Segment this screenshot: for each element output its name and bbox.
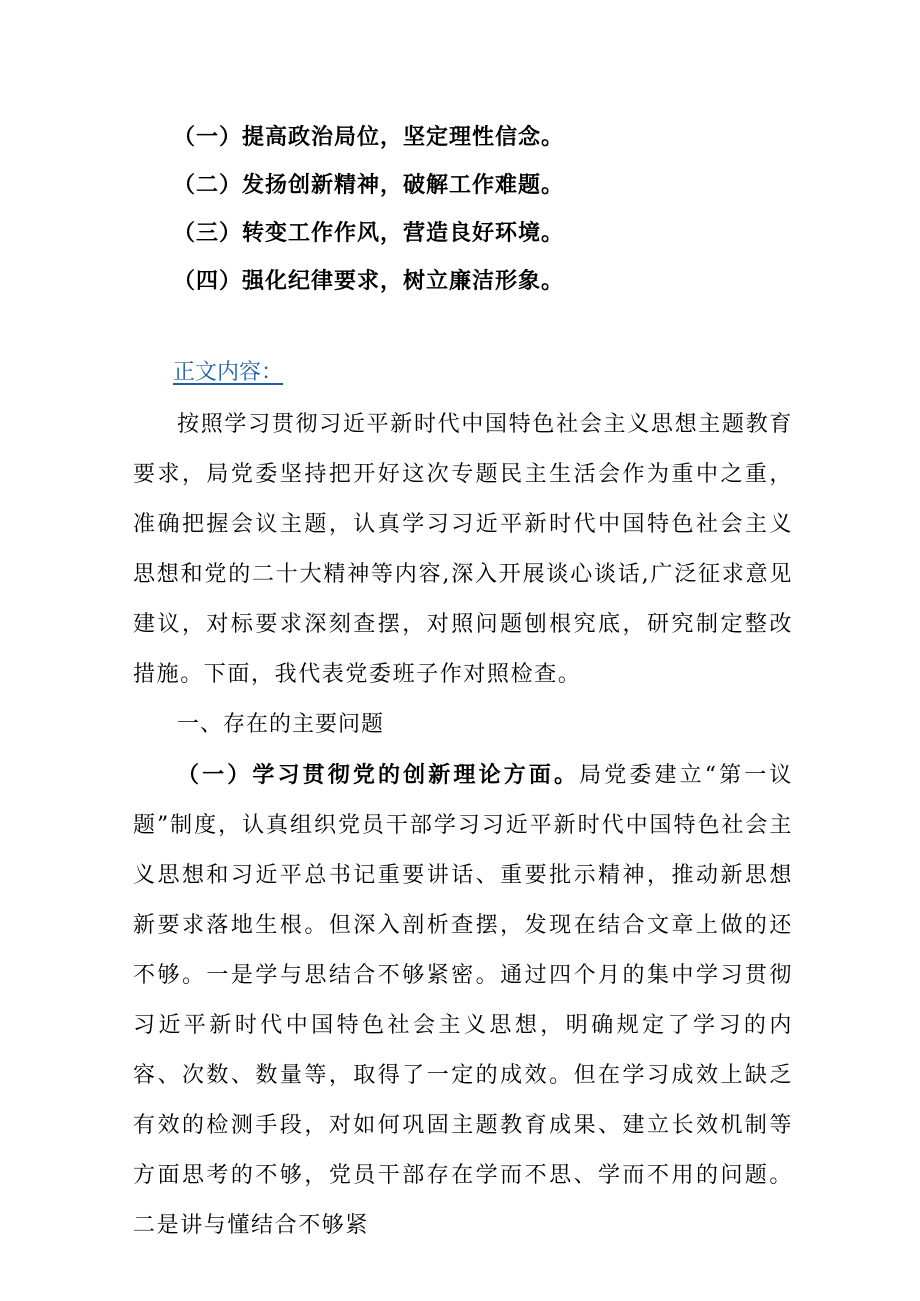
outline-item-2: （二）发扬创新精神，破解工作难题。 [173,172,565,198]
outline-item-3: （三）转变工作作风，营造良好环境。 [173,220,565,246]
body-content [133,400,793,1251]
outline-list [173,113,813,305]
outline-item-1: （一）提高政治局位，坚定理性信念。 [173,124,565,150]
body-heading-link[interactable]: 正文内容： [173,360,284,385]
subsection-text: 局党委建立“第一议题”制度，认真组织党员干部学习习近平新时代中国特色社会主义思想和习近平总书记重要讲话、重要批示精神，推动新思想新要求落地生根。但深入剖析查摆，发现在结合文章上做的还不够。一是学与思结合不够紧密。通过四个月的集中学习贯彻习近平新时代中国特色社会主义思想，明确规定了学习的内容、次数、数量等，取得了一定的成效。但在学习成效上缺乏有效的检测手段，对如何巩固主题教育成果、建立长效机制等方面思考的不够，党员干部存在学而不思、学而不用的问题。二是讲与懂结合不够紧 [133,763,793,1238]
section-title: 一、存在的主要问题 [177,712,385,737]
subsection-paragraph [133,750,793,1251]
subsection-title: （一）学习贯彻党的创新理论方面。 [177,762,580,788]
outline-item-4: （四）强化纪律要求，树立廉洁形象。 [173,268,565,294]
intro-paragraph: 按照学习贯彻习近平新时代中国特色社会主义思想主题教育要求，局党委坚持把开好这次专题民主生活会作为重中之重，准确把握会议主题，认真学习习近平新时代中国特色社会主义思想和党的二十大精神等内容,深入开展谈心谈话,广泛征求意见建议，对标要求深刻查摆，对照问题刨根究底，研究制定整改措施。下面，我代表党委班子作对照检查。 [133,412,793,687]
